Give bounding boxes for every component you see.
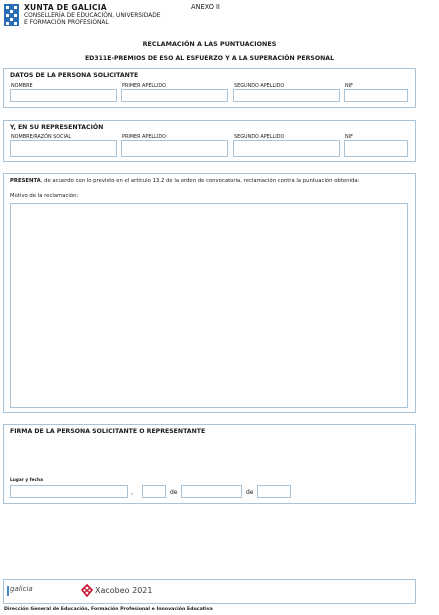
representative-surname1-field[interactable] bbox=[121, 140, 228, 157]
applicant-surname2-label: SEGUNDO APELLIDO bbox=[234, 83, 285, 89]
annex-label: ANEXO II bbox=[191, 3, 220, 11]
applicant-surname1-field[interactable] bbox=[121, 89, 228, 102]
representative-name-field[interactable] bbox=[10, 140, 117, 157]
place-date-label: Lugar y fecha bbox=[10, 478, 43, 483]
galicia-logo: galicia bbox=[10, 585, 33, 593]
footer-logos-bar bbox=[3, 579, 416, 604]
applicant-nif-field[interactable] bbox=[344, 89, 408, 102]
signature-section-title: FIRMA DE LA PERSONA SOLICITANTE O REPRESENTANTE bbox=[10, 428, 206, 435]
representative-nif-label: NIF bbox=[345, 134, 353, 140]
signature-place-field[interactable] bbox=[10, 485, 128, 498]
org-name: XUNTA DE GALICIA bbox=[24, 3, 107, 12]
claim-statement-verb: PRESENTA bbox=[10, 178, 41, 184]
representative-surname1-label: PRIMER APELLIDO bbox=[122, 134, 166, 140]
applicant-section-title: DATOS DE LA PERSONA SOLICITANTE bbox=[10, 72, 139, 79]
place-date-comma: , bbox=[131, 489, 133, 496]
date-de-separator-2: de bbox=[246, 489, 254, 496]
representative-surname2-label: SEGUNDO APELLIDO bbox=[234, 134, 285, 140]
department-line-1: CONSELLERÍA DE EDUCACIÓN, UNIVERSIDADE bbox=[24, 13, 161, 19]
representative-section-title: Y, EN SU REPRESENTACIÓN bbox=[10, 124, 104, 131]
claim-reason-textarea[interactable] bbox=[10, 203, 408, 408]
department-line-2: E FORMACIÓN PROFESIONAL bbox=[24, 20, 109, 26]
representative-name-label: NOMBRE/RAZÓN SOCIAL bbox=[11, 134, 72, 140]
xacobeo-logo: Xacobeo 2021 bbox=[95, 586, 153, 595]
galicia-brand-icon bbox=[7, 586, 9, 596]
applicant-surname2-field[interactable] bbox=[233, 89, 340, 102]
applicant-name-label: NOMBRE bbox=[11, 83, 33, 89]
xacobeo-logo-icon bbox=[81, 584, 93, 597]
date-de-separator-1: de bbox=[170, 489, 178, 496]
document-title: RECLAMACIÓN A LAS PUNTUACIONES bbox=[142, 40, 277, 48]
procedure-title: ED311E-PREMIOS DE ESO AL ESFUERZO Y A LA SUPERACIÓN PERSONAL bbox=[84, 55, 335, 62]
footer-organization: Dirección General de Educación, Formación Profesional e Innovación Educativa bbox=[4, 607, 213, 612]
representative-nif-field[interactable] bbox=[344, 140, 408, 157]
department-name bbox=[24, 13, 161, 27]
signature-day-field[interactable] bbox=[142, 485, 166, 498]
representative-surname2-field[interactable] bbox=[233, 140, 340, 157]
applicant-name-field[interactable] bbox=[10, 89, 117, 102]
claim-statement bbox=[10, 178, 359, 184]
xunta-logo-icon bbox=[4, 4, 19, 26]
claim-reason-label: Motivo de la reclamación: bbox=[10, 193, 79, 199]
claim-statement-text: , de acuerdo con lo previsto en el artículo 13.2 de la orden de convocatoria, reclamación contra la puntuación obtenida: bbox=[40, 178, 360, 184]
applicant-surname1-label: PRIMER APELLIDO bbox=[122, 83, 166, 89]
signature-month-field[interactable] bbox=[181, 485, 242, 498]
signature-year-field[interactable] bbox=[257, 485, 291, 498]
applicant-nif-label: NIF bbox=[345, 83, 353, 89]
